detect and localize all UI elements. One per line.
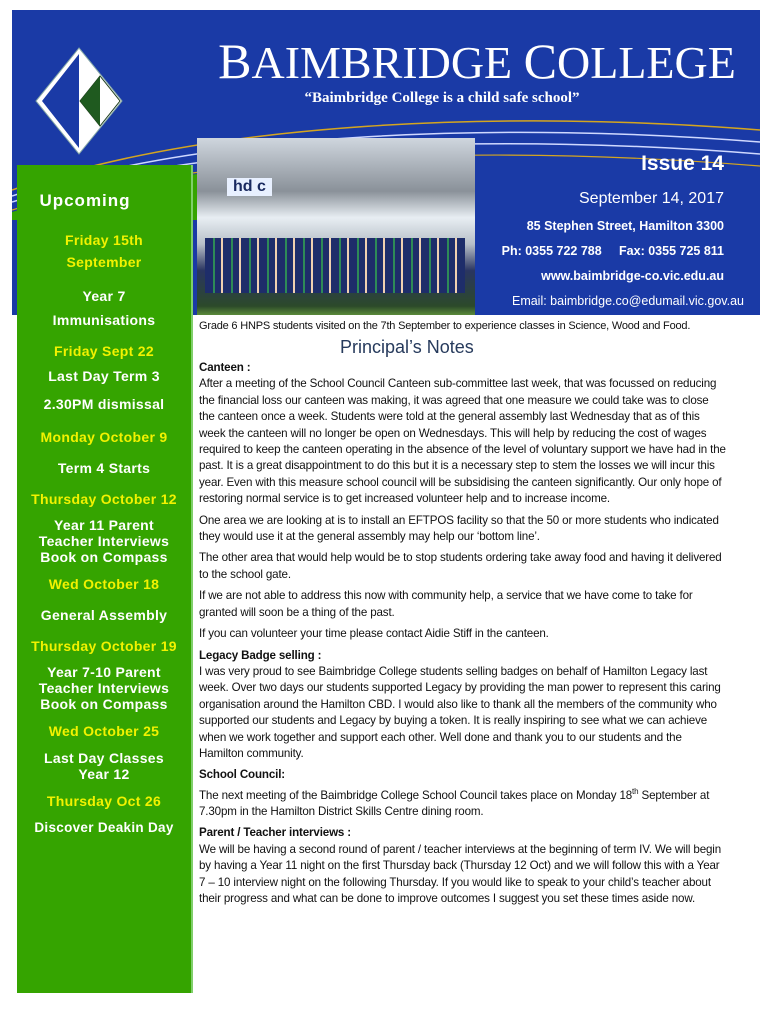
event-text: Last Day Term 3 2.30PM dismissal — [43, 368, 165, 412]
council-text: The next meeting of the Baimbridge College School Council takes place on Monday 18 — [199, 788, 633, 802]
paragraph: One area we are looking at is to install an EFTPOS facility so that the 50 or more students who indicated they would use it at the general assembly may help our ‘bottom line’. — [199, 513, 719, 544]
paragraph — [199, 784, 727, 821]
event-date: Thursday Oct 26 — [46, 793, 162, 809]
paragraph: If we are not able to address this now with community help, a service that we have come to take for granted will soon be a thing of the past. — [199, 589, 693, 619]
section-heading-legacy: Legacy Badge selling : — [199, 648, 322, 662]
photo-sign: hd c — [227, 178, 272, 196]
principals-notes-body — [199, 360, 727, 912]
students-group — [205, 238, 465, 293]
ordinal-suffix: th — [632, 786, 639, 796]
event-date: Monday October 9 — [40, 429, 168, 445]
email-link[interactable]: Email: baimbridge.co@edumail.vic.gov.au — [511, 294, 744, 308]
event-date: Friday 15th September — [65, 232, 143, 270]
paragraph: If you can volunteer your time please contact Aidie Stiff in the canteen. — [199, 627, 549, 641]
event-date: Friday Sept 22 — [54, 343, 154, 359]
event-text: Term 4 Starts — [57, 460, 151, 476]
issue-info — [475, 150, 760, 308]
event-date: Thursday October 19 — [31, 638, 177, 654]
council-text: September at 7.30pm in the Hamilton District Skills Centre dining room. — [199, 788, 710, 819]
event-date: Wed October 25 — [48, 723, 160, 739]
paragraph: We will be having a second round of parent / teacher interviews at the beginning of term IV. We will begin by having a Year 11 night on the first Thursday back (Thursday 12 Oct) and we will follow this with a Year 7 – 10 interview night on the following Thursday. If you would like to speak to your child’s teacher about their progress and what can be done to improve outcomes I suggest you set these times aside now. — [199, 842, 722, 906]
school-photo — [197, 138, 475, 315]
event-text: Year 7-10 Parent Teacher Interviews Book on Compass — [38, 664, 170, 712]
address: 85 Stephen Street, Hamilton 3300 — [526, 219, 724, 233]
section-heading-canteen: Canteen : — [199, 361, 251, 374]
section-heading-interviews: Parent / Teacher interviews : — [199, 826, 352, 840]
paragraph: I was very proud to see Baimbridge College students selling badges on behalf of Hamilton Legacy last week. Over two days our students supported Legacy by providing the man power to represent this caring organisation around the Hamilton CBD. I would also like to thank all the members of the community who supported our students and Legacy by buying a token. It is really inspiring to see what we can achieve when we work together and support each other. Well done and thank you to our students and the Hamilton community. — [199, 664, 721, 760]
tagline: “Baimbridge College is a child safe school” — [304, 90, 580, 106]
issue-number: Issue 14 — [641, 152, 724, 175]
section-heading-council: School Council: — [199, 768, 285, 782]
event-text: General Assembly — [40, 607, 168, 623]
event-text: Year 7 Immunisations — [52, 288, 156, 328]
principals-notes-title: Principal’s Notes — [340, 337, 474, 357]
photo-caption: Grade 6 HNPS students visited on the 7th September to experience classes in Science, Wood and Food. — [199, 320, 691, 332]
event-date: Thursday October 12 — [31, 491, 177, 507]
event-date: Wed October 18 — [48, 576, 160, 592]
website-link[interactable]: www.baimbridge-co.vic.edu.au — [541, 269, 724, 283]
event-text: Year 11 Parent Teacher Interviews Book on Compass — [38, 517, 170, 565]
paragraph: After a meeting of the School Council Canteen sub-committee last week, that was focussed on reducing the financial loss our canteen was making, it was agreed that one measure we could take was to close the canteen once a week. Students were told at the general assembly last Wednesday that as of this week the canteen will no longer be open on Wednesdays. This will help by reducing the cost of wages required to keep the canteen operating in the absence of the level of voluntary support we have had in the past. It is a great disappointment to do this but it is a necessary step to stem the losses we will incur this year. Even with this measure school council will be subsidising the canteen significantly. Our only hope of restoring normal service is to get increased volunteer help and to increase income. — [199, 377, 726, 506]
upcoming-sidebar — [17, 165, 193, 993]
issue-date: September 14, 2017 — [579, 190, 724, 207]
college-name: BAIMBRIDGE COLLEGE — [218, 33, 736, 89]
paragraph: The other area that would help would be to stop students ordering take away food and having it delivered to the school gate. — [199, 551, 722, 581]
event-text: Last Day Classes Year 12 — [44, 750, 164, 782]
phone-fax: Ph: 0355 722 788 Fax: 0355 725 811 — [501, 244, 724, 258]
event-text: Discover Deakin Day — [34, 820, 174, 835]
upcoming-title: Upcoming — [39, 191, 131, 210]
